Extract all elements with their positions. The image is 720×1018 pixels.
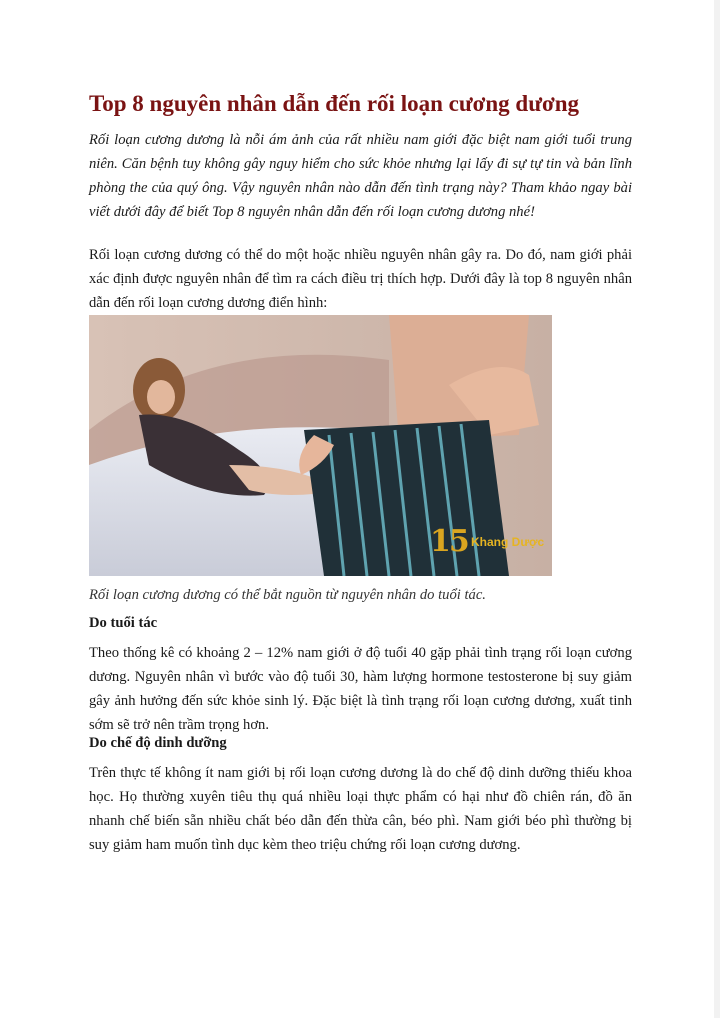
woman-face xyxy=(147,380,175,414)
article-intro: Rối loạn cương dương là nỗi ám ảnh của rất nhiều nam giới đặc biệt nam giới tuổi trung niên. Căn bệnh tuy không gây nguy hiểm cho sức khỏe nhưng lại lấy đi sự tự tin và bản lĩnh phòng the của quý ông. Vậy nguyên nhân nào dẫn đến tình trạng này? Tham khảo ngay bài viết dưới đây để biết Top 8 nguyên nhân dẫn đến rối loạn cương dương nhé! xyxy=(89,132,632,220)
section-body-nutrition: Trên thực tế không ít nam giới bị rối loạn cương dương là do chế độ dinh dưỡng thiếu khoa học. Họ thường xuyên tiêu thụ quá nhiều loại thực phẩm có hại như đồ chiên rán, đồ ăn nhanh chế biến sẵn nhiều chất béo dẫn đến thừa cân, béo phì. Nam giới béo phì thường bị suy giảm ham muốn tình dục kèm theo triệu chứng rối loạn cương dương. xyxy=(89,765,632,853)
article-title: Top 8 nguyên nhân dẫn đến rối loạn cương dương xyxy=(89,91,580,116)
section-heading-age: Do tuổi tác xyxy=(89,615,158,631)
section-body-age: Theo thống kê có khoảng 2 – 12% nam giới ở độ tuổi 40 gặp phải tình trạng rối loạn cương dương. Nguyên nhân vì bước vào độ tuổi 30, hàm lượng hormone testosterone bị suy giảm gây ảnh hưởng đến sức khỏe sinh lý. Đặc biệt là tình trạng rối loạn cương dương, xuất tinh sớm sẽ trở nên trầm trọng hơn. xyxy=(89,645,632,733)
watermark-logo-number: 15 xyxy=(430,524,468,559)
page-edge xyxy=(714,0,720,1018)
paragraph-1: Rối loạn cương dương có thể do một hoặc nhiều nguyên nhân gây ra. Do đó, nam giới phải xác định được nguyên nhân để tìm ra cách điều trị thích hợp. Dưới đây là top 8 nguyên nhân dẫn đến rối loạn cương dương điển hình: xyxy=(89,247,632,311)
article-photo xyxy=(89,315,552,576)
section-heading-nutrition: Do chế độ dinh dưỡng xyxy=(89,735,227,751)
watermark-logo-text: Khang Dược xyxy=(471,535,545,549)
image-caption: Rối loạn cương dương có thể bắt nguồn từ nguyên nhân do tuổi tác. xyxy=(89,587,486,603)
